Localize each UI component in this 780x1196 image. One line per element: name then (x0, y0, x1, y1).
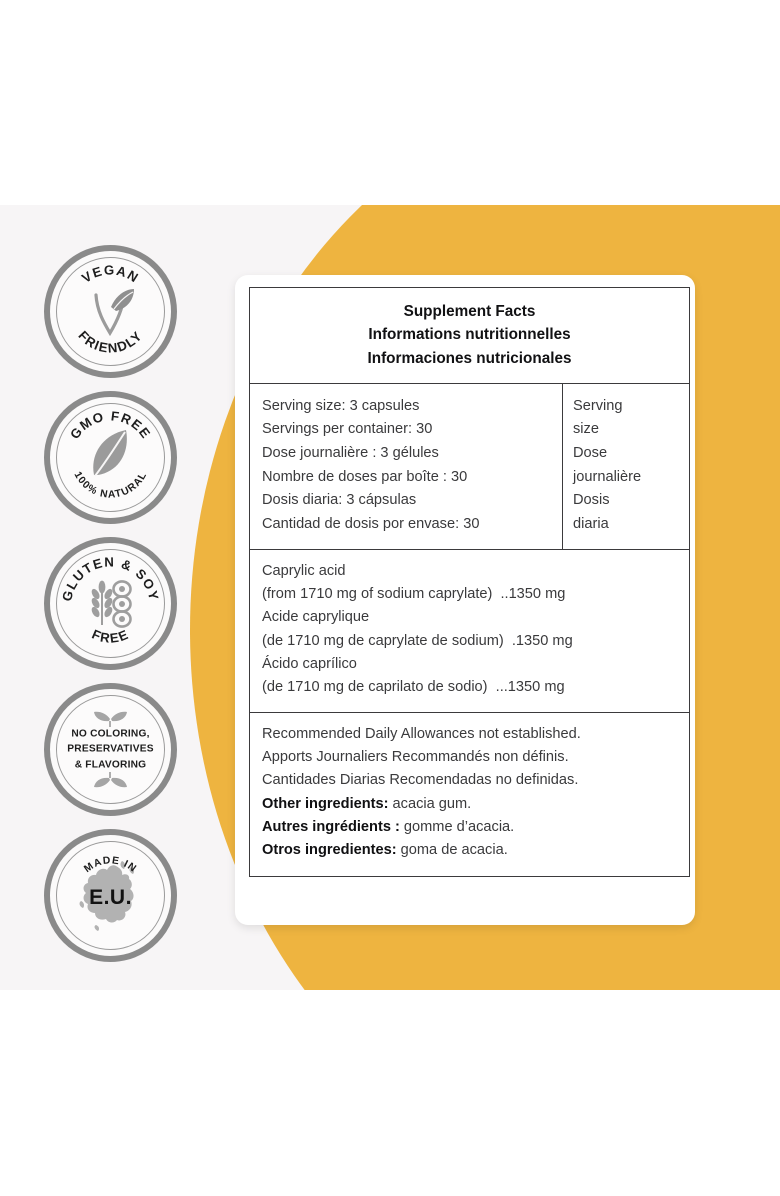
serving-labels-column (563, 384, 689, 549)
badge-line-1: NO COLORING, (71, 727, 150, 739)
ingredient-line: (de 1710 mg de caprylate de sodium) .1350 mg (262, 632, 573, 649)
badge-eu-center-label: E.U. (89, 885, 132, 909)
supplement-facts-table (249, 287, 690, 877)
ingredient-amounts-section (250, 550, 689, 713)
ingredient-line: Caprylic acid (262, 562, 346, 579)
serving-line: Nombre de doses par boîte : 30 (262, 468, 468, 485)
badge-vegan-top-label: VEGAN (78, 262, 142, 286)
other-ingredients-fr (262, 816, 689, 839)
other-ingredients-es-value: goma de acacia. (396, 842, 508, 859)
serving-line: Serving size: 3 capsules (262, 397, 420, 414)
badge-gluten-bottom-label: FREE (89, 626, 132, 646)
serving-line: Dosis diaria: 3 cápsulas (262, 492, 417, 509)
certification-badge-list (44, 245, 184, 975)
ingredient-line: (de 1710 mg de caprilato de sodio) ...1350 mg (262, 679, 565, 696)
other-ingredients-fr-value: gomme d’acacia. (399, 819, 515, 836)
badge-gmo-free (44, 391, 177, 524)
badge-gmo-bottom-label: 100% NATURAL (71, 469, 150, 501)
other-ingredients-es-label: Otros ingredientes: (262, 842, 397, 859)
serving-line: Cantidad de dosis por envase: 30 (262, 515, 480, 532)
serving-label-line: journalière (573, 468, 642, 485)
badge-gluten-top-label: GLUTEN & SOY (59, 554, 162, 603)
rda-note-es: Cantidades Diarias Recomendadas no definidas. (262, 772, 579, 789)
serving-line: Servings per container: 30 (262, 421, 433, 438)
badge-no-additives-label (50, 726, 171, 773)
supplement-facts-heading (250, 288, 689, 384)
badge-made-in-eu (44, 829, 177, 962)
other-ingredients-es (262, 839, 689, 862)
heading-fr: Informations nutritionnelles (368, 326, 571, 344)
badge-vegan-friendly (44, 245, 177, 378)
badge-line-2: PRESERVATIVES (67, 743, 154, 755)
ingredient-line: Ácido caprílico (262, 655, 357, 672)
other-ingredients-en (262, 793, 689, 816)
wheat-soy-icon (50, 543, 171, 664)
serving-label-line: diaria (573, 515, 609, 532)
other-ingredients-fr-label: Autres ingrédients : (262, 819, 400, 836)
rda-note-en: Recommended Daily Allowances not established. (262, 725, 581, 742)
serving-information-row (250, 384, 689, 550)
badge-vegan-bottom-label: FRIENDLY (75, 327, 146, 356)
ingredient-line: Acide caprylique (262, 609, 370, 626)
rda-note-fr: Apports Journaliers Recommandés non définis. (262, 749, 569, 765)
ingredient-line: (from 1710 mg of sodium caprylate) ..1350 mg (262, 585, 566, 602)
badge-gmo-top-label: GMO FREE (67, 408, 155, 442)
serving-label-line: Dosis (573, 492, 610, 509)
heading-en: Supplement Facts (403, 303, 536, 320)
leaf-v-icon (50, 251, 171, 372)
serving-label-line: Serving (573, 397, 623, 414)
serving-label-line: size (573, 421, 599, 438)
leaf-icon (50, 397, 171, 518)
badge-eu-top-label: MADE IN (82, 855, 139, 876)
other-ingredients-en-label: Other ingredients: (262, 795, 389, 812)
heading-es: Informaciones nutricionales (367, 349, 572, 367)
other-ingredients-en-value: acacia gum. (388, 795, 472, 812)
badge-no-additives (44, 683, 177, 816)
serving-details-column (250, 384, 563, 549)
serving-line: Dose journalière : 3 gélules (262, 445, 439, 462)
serving-label-line: Dose (573, 445, 608, 462)
badge-line-3: & FLAVORING (74, 759, 147, 771)
badge-gluten-soy-free (44, 537, 177, 670)
footer-section (250, 713, 689, 876)
